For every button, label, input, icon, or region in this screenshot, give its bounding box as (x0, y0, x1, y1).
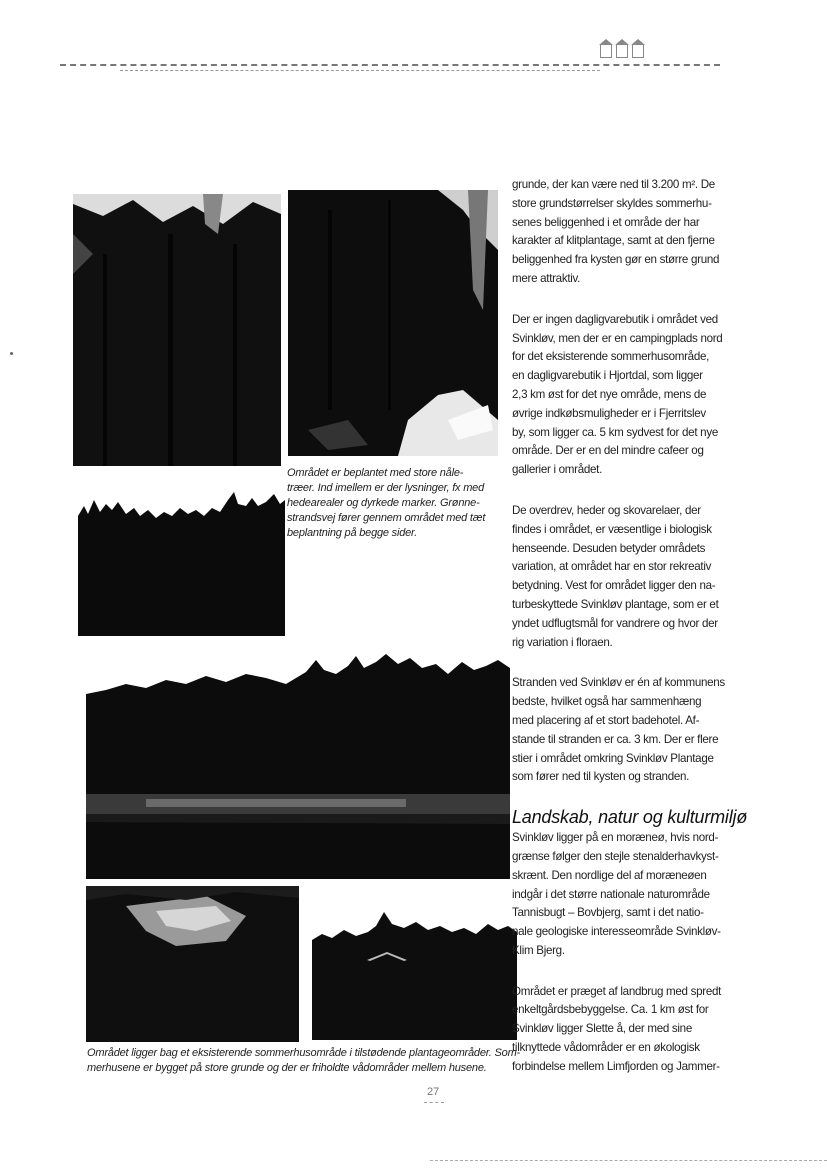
text-line: grænse følger den stejle stenalderhavkyst- (512, 849, 719, 863)
paragraph-plot-sizes (512, 176, 757, 289)
text-line: turbeskyttede Svinkløv plantage, som er et (512, 597, 719, 611)
text-line: betydning. Vest for området ligger den na- (512, 579, 716, 593)
text-line: Svinkløv ligger Slette å, der med sine (512, 1022, 692, 1036)
text-line: Der er ingen dagligvarebutik i området ved (512, 312, 718, 326)
text-line: senes beliggenhed i et område der har (512, 215, 700, 229)
text-line: gallerier i området. (512, 463, 603, 477)
header-dashed-rule-secondary (120, 70, 600, 71)
text-line: tilknyttede vådområder er en økologisk (512, 1041, 700, 1055)
bottom-photo-caption (87, 1046, 520, 1076)
text-line: stier i området omkring Svinkløv Plantage (512, 751, 714, 765)
house-icon (616, 45, 628, 58)
text-line: Tannisbugt – Bovbjerg, samt i det natio- (512, 906, 704, 920)
caption-line: beplantning på begge sider. (287, 527, 417, 539)
text-line: beliggenhed fra kysten gør en større grund (512, 253, 720, 267)
text-line: yndet udflugtsmål for vandrere og hvor der (512, 616, 718, 630)
text-line: grunde, der kan være ned til 3.200 m². De (512, 178, 715, 191)
text-line: bedste, hvilket også har sammenhæng (512, 695, 702, 709)
photo-summer-house (312, 908, 517, 1040)
text-line: De overdrev, heder og skovarelaer, der (512, 503, 701, 517)
text-line: variation, at området har en stor rekreativ (512, 560, 712, 574)
house-icon (600, 45, 612, 58)
text-line: indgår i det større nationale naturområde (512, 887, 710, 901)
photo-treeline-silhouette (78, 486, 285, 636)
text-line: Området er præget af landbrug med spredt (512, 984, 722, 998)
text-line: forbindelse mellem Limfjorden og Jammer- (512, 1059, 720, 1073)
scan-speck (10, 352, 13, 355)
caption-line: merhusene er bygget på store grunde og der er friholdte vådområder mellem husene. (87, 1062, 487, 1074)
photo-forest-lake-panorama (86, 654, 510, 879)
logo-houses-icon (600, 45, 644, 58)
caption-line: strandsvej fører gennem området med tæt (287, 512, 486, 524)
footer-dashed-rule (430, 1160, 827, 1161)
text-line: nale geologiske interesseområde Svinkløv- (512, 925, 721, 939)
text-line: enkeltgårdsbebyggelse. Ca. 1 km øst for (512, 1003, 709, 1017)
text-line: findes i området, er væsentlige i biologisk (512, 522, 712, 536)
paragraph-biology (512, 502, 757, 652)
text-line: som fører ned til kysten og stranden. (512, 770, 690, 784)
text-line: by, som ligger ca. 5 km sydvest for det nye (512, 425, 718, 439)
house-icon (632, 45, 644, 58)
paragraph-beach (512, 674, 757, 787)
caption-line: Området er beplantet med store nåle- (287, 467, 464, 479)
text-line: 2,3 km øst for det nye område, mens de (512, 387, 707, 401)
text-line: Klim Bjerg. (512, 943, 565, 957)
text-line: med placering af et stort badehotel. Af- (512, 713, 700, 727)
text-line: henseende. Desuden betyder områdets (512, 541, 706, 555)
text-line: område. Der er en del mindre cafeer og (512, 444, 704, 458)
photo-misty-treetops (86, 886, 299, 1042)
body-text-column (512, 176, 757, 1077)
page-number: 27 (427, 1086, 440, 1098)
section-heading: Landskab, natur og kulturmiljø (512, 807, 748, 828)
text-line: store grundstørrelser skyldes sommerhu- (512, 196, 712, 210)
page-number-underline (424, 1102, 444, 1103)
caption-line: hedearealer og dyrkede marker. Grønne- (287, 497, 480, 509)
paragraph-shopping (512, 311, 757, 480)
text-line: skrænt. Den nordlige del af moræneøen (512, 868, 707, 882)
text-line: en dagligvarebutik i Hjortdal, som ligger (512, 369, 703, 383)
text-line: karakter af klitplantage, samt at den fjerne (512, 234, 715, 248)
text-line: rig variation i floraen. (512, 635, 613, 649)
text-line: mere attraktiv. (512, 271, 581, 285)
photo-forest-road (288, 190, 498, 456)
caption-line: Området ligger bag et eksisterende sommerhusområde i tilstødende plantageområder. Som- (87, 1047, 520, 1059)
top-photo-caption (287, 466, 509, 541)
text-line: Stranden ved Svinkløv er én af kommunens (512, 676, 725, 690)
text-line: øvrige indkøbsmuligheder er i Fjerritslev (512, 406, 706, 420)
text-line: Svinkløv ligger på en moræneø, hvis nord- (512, 831, 719, 845)
caption-line: træer. Ind imellem er der lysninger, fx med (287, 482, 485, 494)
paragraph-landscape (512, 829, 757, 961)
text-line: Svinkløv, men der er en campingplads nord (512, 331, 723, 345)
text-line: stande til stranden er ca. 3 km. Der er flere (512, 732, 719, 746)
paragraph-agriculture (512, 983, 757, 1077)
text-line: for det eksisterende sommerhusområde, (512, 350, 710, 364)
photo-dense-forest (73, 194, 281, 466)
header-dashed-rule (60, 64, 720, 66)
